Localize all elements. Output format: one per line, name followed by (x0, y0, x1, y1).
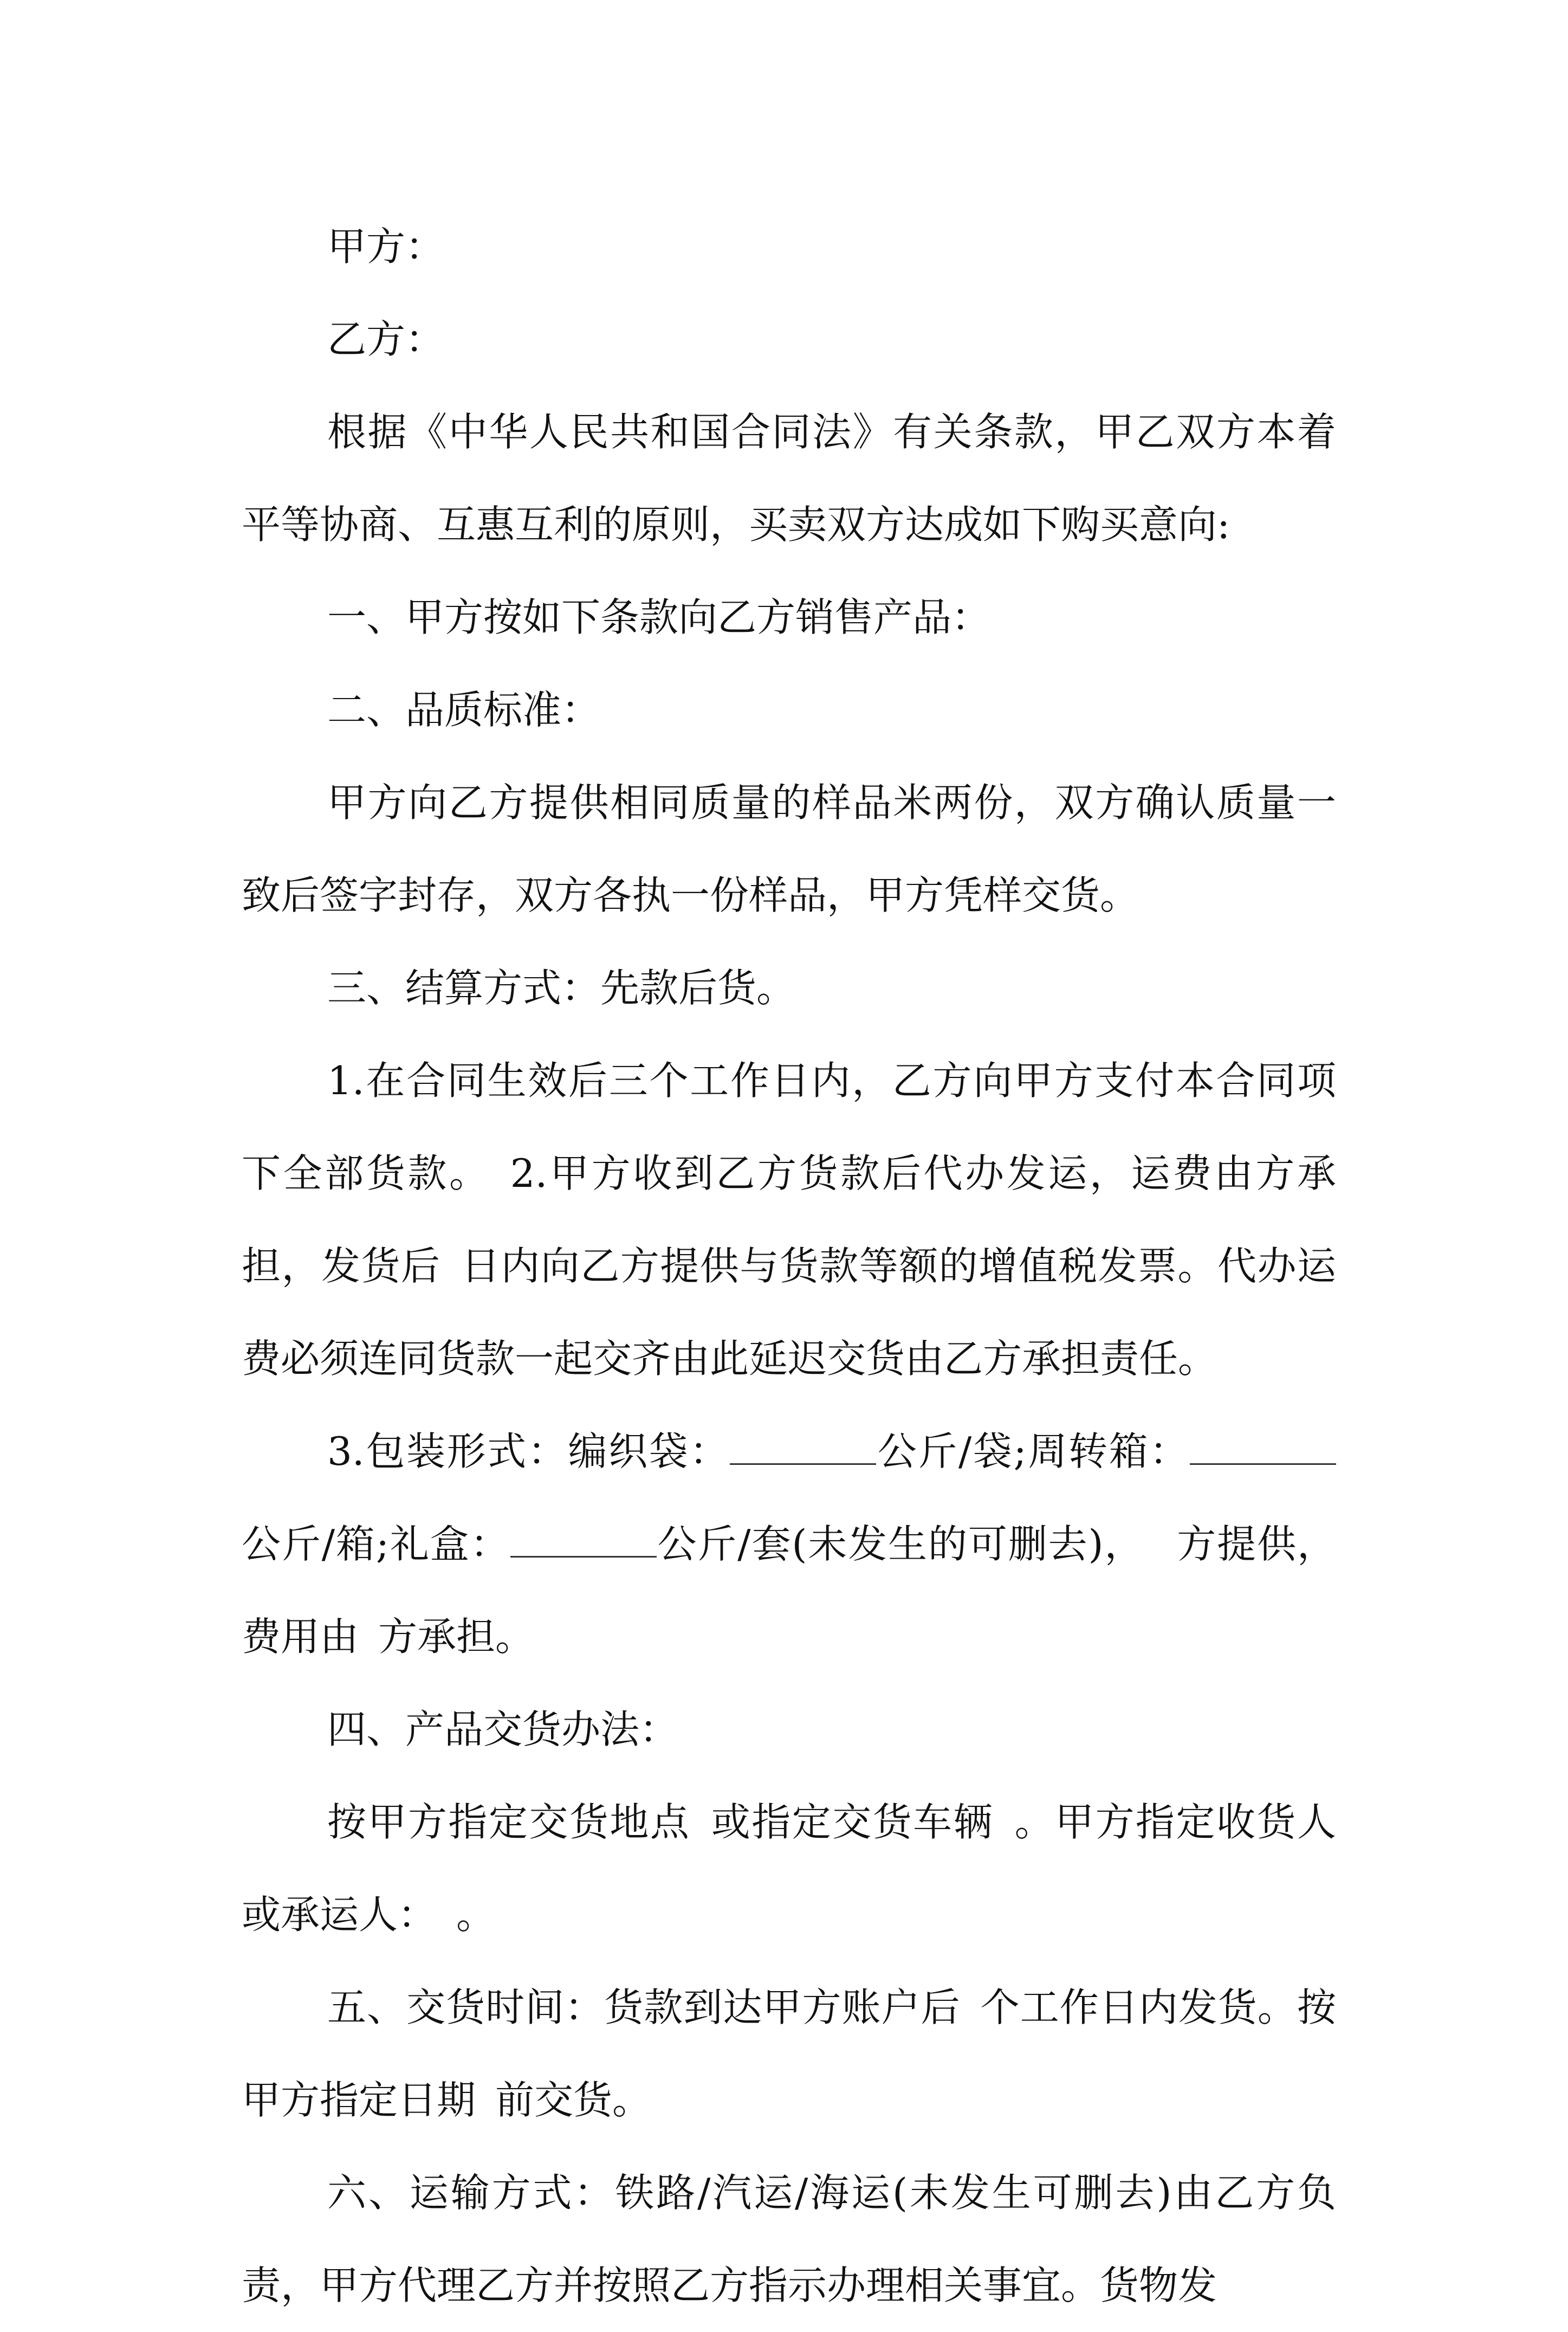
section-3-item-3 (242, 1405, 1336, 1683)
packaging-set-unit: 公斤/套(未发生的可删去)， (656, 1521, 1145, 1567)
party-b-label: 乙方： (327, 316, 445, 362)
section-3-items-1-2 (242, 1035, 1336, 1405)
section-6: 六、运输方式：铁路/汽运/海运(未发生可删去)由乙方负责，甲方代理乙方并按照乙方指示办理相关事宜。货物发 (242, 2170, 1336, 2308)
delivery-time-b: 个工作日内发货。按甲方指定日期 (242, 1985, 1336, 2123)
delivery-time-a: 五、交货时间：货款到达甲方账户后 (327, 1985, 961, 2030)
section-3-item-2-part-c: 日内向乙方提供与货款等额的增值税发票。代办运费必须连同货款一起交齐由此延迟交货由乙方承担责任。 (242, 1243, 1336, 1381)
woven-bag-weight-blank[interactable] (730, 1431, 876, 1465)
contract-body (242, 201, 1336, 2332)
section-2-heading: 二、品质标准： (327, 687, 601, 733)
delivery-time-c: 前交货。 (495, 2077, 652, 2123)
section-4-body (242, 1776, 1336, 1961)
intro-paragraph: 根据《中华人民共和国合同法》有关条款，甲乙双方本着平等协商、互惠互利的原则，买卖双方达成如下购买意向: (242, 409, 1336, 547)
packaging-provider: 方提供，费用由 (242, 1521, 1336, 1659)
consignee-end: 。 (456, 1892, 496, 1937)
section-3-item-2-part-a: 2.甲方收到乙方货款后代办发运，运费由 (510, 1151, 1256, 1196)
packaging-bag-unit: 公斤/袋;周转箱： (876, 1429, 1190, 1474)
delivery-location: 按甲方指定交货地点 (327, 1799, 691, 1845)
section-3-item-1: 1.在合同生效后三个工作日内，乙方向甲方支付本合同项下全部货款。 (242, 1058, 1336, 1196)
section-4-heading: 四、产品交货办法： (327, 1707, 679, 1752)
packaging-box-unit: 公斤/箱;礼盒： (242, 1521, 510, 1567)
packaging-cost-bearer: 方承担。 (378, 1614, 535, 1659)
packaging-label: 3.包装形式：编织袋： (327, 1429, 730, 1474)
party-b-line (242, 293, 1336, 386)
consignee-label: 。甲方指定收货人或承运人： (242, 1799, 1336, 1937)
party-a-label: 甲方： (327, 224, 445, 269)
section-2-body: 甲方向乙方提供相同质量的样品米两份，双方确认质量一致后签字封存，双方各执一份样品，甲方凭样交货。 (242, 780, 1336, 918)
section-1-heading: 一、甲方按如下条款向乙方销售产品： (327, 595, 991, 640)
section-3-item-2-part-b: 方承担，发货后 (242, 1151, 1336, 1289)
party-a-line (242, 201, 1336, 293)
gift-box-weight-blank[interactable] (510, 1523, 657, 1558)
section-3-heading: 三、结算方式：先款后货。 (327, 965, 796, 1011)
turnover-box-weight-blank[interactable] (1190, 1431, 1336, 1465)
section-5 (242, 1961, 1336, 2147)
delivery-vehicle: 或指定交货车辆 (710, 1799, 994, 1845)
